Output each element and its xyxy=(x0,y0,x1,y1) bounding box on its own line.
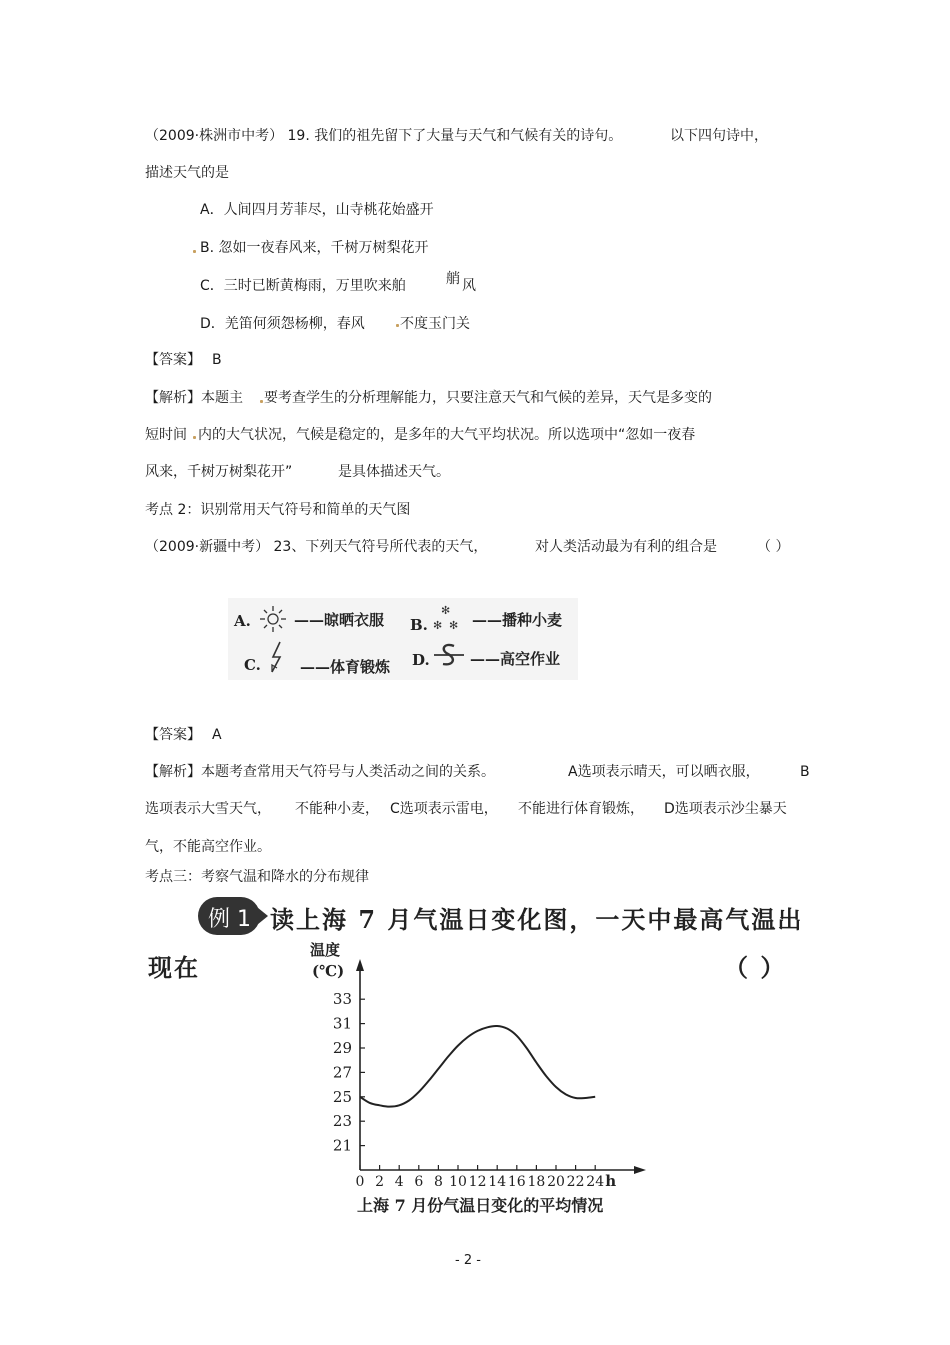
q1-analysis-2a: 短时间 xyxy=(145,427,187,443)
x-tick-label: 10 xyxy=(449,1174,467,1190)
y-tick-label: 31 xyxy=(332,1014,352,1033)
x-axis-arrow xyxy=(634,1166,646,1174)
y-tick-label: 27 xyxy=(332,1063,352,1082)
q1-answer: B xyxy=(212,352,222,368)
q1-analysis-1b: 要考查学生的分析理解能力，只要注意天气和气候的差异，天气是多变的 xyxy=(264,390,712,406)
y-axis-label: 温度 xyxy=(310,941,341,959)
q1-line2: 描述天气的是 xyxy=(145,165,229,181)
y-axis-arrow xyxy=(356,959,364,971)
q2-answer-label: 【答案】 xyxy=(145,727,201,743)
q2-analysis-1b: A选项表示晴天，可以晒衣服， xyxy=(568,764,760,780)
q2-line1-a: （2009·新疆中考） 23、下列天气符号所代表的天气， xyxy=(145,539,488,555)
temperature-line xyxy=(360,1026,595,1107)
q1-option-b: B. 忽如一夜春风来，千树万树梨花开 xyxy=(200,240,429,256)
q2-analysis-1c: B xyxy=(800,764,810,780)
scan-speck xyxy=(193,250,196,253)
example-title-2: 现在 xyxy=(148,953,200,982)
q2-analysis-2c: C选项表示雷电， xyxy=(390,801,498,817)
example-paren: （ ） xyxy=(724,953,787,982)
q1-option-a: A．人间四月芳菲尽，山寺桃花始盛开 xyxy=(200,202,434,218)
heavy-snow-icon xyxy=(430,602,464,634)
q2-analysis-2b: 不能种小麦， xyxy=(295,801,379,817)
q1-analysis-2b: 内的大气状况，气候是稳定的，是多年的大气平均状况。所以选项中“忽如一夜春 xyxy=(198,427,696,443)
sun-icon xyxy=(258,604,288,634)
x-tick-label: 18 xyxy=(527,1174,546,1190)
q2-analysis-2a: 选项表示大雪天气， xyxy=(145,801,271,817)
weather-b-label: B. xyxy=(410,616,428,634)
x-tick-label: 22 xyxy=(566,1174,585,1190)
q2-analysis-3: 气，不能高空作业。 xyxy=(145,839,271,855)
svg-text:✻: ✻ xyxy=(433,619,443,632)
y-tick-label: 25 xyxy=(332,1087,352,1106)
scan-speck xyxy=(260,400,263,403)
page-number: - 2 - xyxy=(455,1253,481,1268)
x-tick-label: 24 xyxy=(586,1174,605,1190)
sandstorm-icon xyxy=(432,640,466,670)
q1-line1-a: （2009·株洲市中考） 19. 我们的祖先留下了大量与天气和气候有关的诗句。 xyxy=(145,128,623,144)
q2-line1-b: 对人类活动最为有利的组合是 xyxy=(535,539,717,555)
q1-answer-label: 【答案】 xyxy=(145,352,201,368)
q1-option-d-b: 不度玉门关 xyxy=(400,316,470,332)
x-tick-label: 2 xyxy=(375,1174,385,1190)
q2-analysis-1a: 【解析】本题考查常用天气符号与人类活动之间的关系。 xyxy=(145,764,495,780)
temperature-chart xyxy=(290,935,670,1220)
x-tick-label: 0 xyxy=(355,1174,365,1190)
q1-option-c-b: 风 xyxy=(462,278,476,294)
weather-symbols-figure xyxy=(228,598,578,680)
q1-option-c-char: 艄 xyxy=(446,271,460,287)
q2-answer: A xyxy=(212,727,222,743)
q2-analysis-2d: 不能进行体育锻炼， xyxy=(518,801,644,817)
example-title: 读上海 7 月气温日变化图，一天中最高气温出 xyxy=(270,905,804,934)
x-axis-unit: h xyxy=(605,1172,617,1190)
q1-analysis-3a: 风来，千树万树梨花开” xyxy=(145,464,293,480)
x-tick-label: 12 xyxy=(468,1174,487,1190)
chart-title: 上海 7 月份气温日变化的平均情况 xyxy=(357,1196,604,1215)
example-badge xyxy=(198,897,260,935)
x-tick-label: 8 xyxy=(433,1174,443,1190)
weather-c-label: C. xyxy=(244,656,261,674)
weather-a-label: A. xyxy=(234,612,251,630)
q2-paren: （ ） xyxy=(757,539,790,555)
play-arrow-icon xyxy=(252,903,268,929)
weather-b-text: ——播种小麦 xyxy=(472,611,563,629)
y-axis-unit: (℃) xyxy=(312,962,345,980)
lightning-icon xyxy=(266,640,288,674)
x-tick-label: 20 xyxy=(547,1174,565,1190)
x-tick-label: 4 xyxy=(394,1174,404,1190)
y-tick-label: 29 xyxy=(332,1039,352,1057)
q1-analysis-1a: 【解析】本题主 xyxy=(145,390,243,406)
y-tick-label: 33 xyxy=(332,990,352,1009)
q1-analysis-3b: 是具体描述天气。 xyxy=(338,464,450,480)
y-tick-label: 21 xyxy=(332,1136,352,1155)
scan-speck xyxy=(193,436,196,439)
y-tick-label: 23 xyxy=(332,1112,352,1131)
section-2-heading: 考点 2：识别常用天气符号和简单的天气图 xyxy=(145,502,411,518)
weather-d-text: ——高空作业 xyxy=(470,650,561,668)
x-tick-label: 14 xyxy=(488,1174,507,1190)
example-badge-text: 例 1 xyxy=(208,907,251,932)
q1-option-c-a: C．三时已断黄梅雨，万里吹来舶 xyxy=(200,278,406,294)
q1-line1-b: 以下四句诗中， xyxy=(670,128,768,144)
chart-axes xyxy=(356,959,646,1174)
q1-option-d-a: D．羌笛何须怨杨柳，春风 xyxy=(200,316,365,332)
q2-analysis-2e: D选项表示沙尘暴天 xyxy=(664,801,787,817)
x-tick-label: 6 xyxy=(414,1174,424,1190)
scan-speck xyxy=(396,324,399,327)
x-tick-label: 16 xyxy=(507,1174,526,1190)
weather-d-label: D. xyxy=(412,651,430,669)
x-ticks xyxy=(356,1165,605,1190)
weather-a-text: ——晾晒衣服 xyxy=(294,611,385,629)
svg-text:✻: ✻ xyxy=(449,619,459,632)
section-3-heading: 考点三：考察气温和降水的分布规律 xyxy=(145,869,369,885)
svg-text:✻: ✻ xyxy=(441,604,451,617)
weather-c-text: ——体育锻炼 xyxy=(300,658,391,676)
